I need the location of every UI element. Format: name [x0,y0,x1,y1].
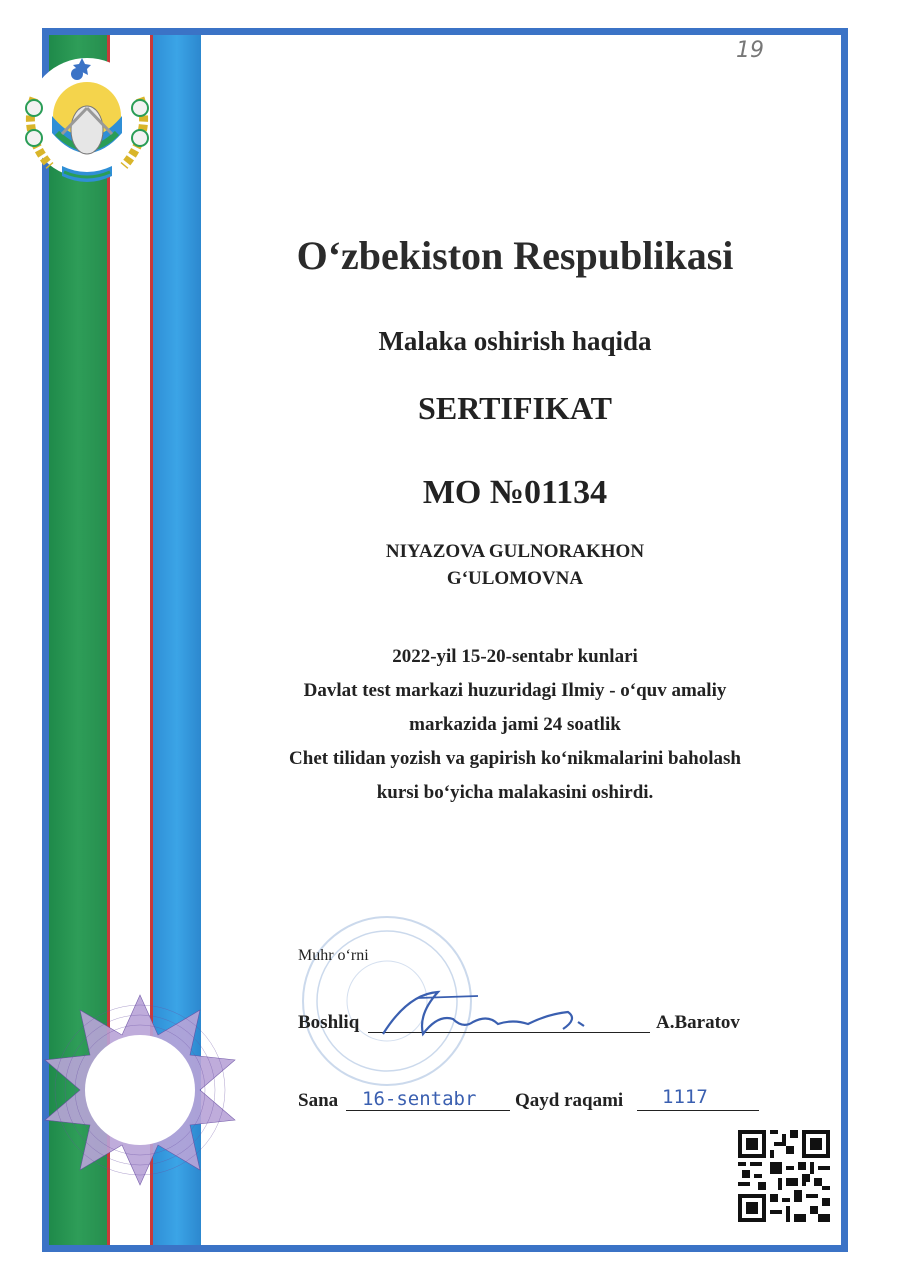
certificate-body [170,640,860,810]
certificate-number: MO №01134 [422,474,608,511]
date-label: Sana [298,1090,339,1111]
registration-value: 1117 [662,1086,708,1108]
head-name: A.Baratov [656,1012,740,1033]
body-line: 2022-yil 15-20-sentabr kunlari [392,646,638,667]
holder-name-line: NIYAZOVA GULNORAKHON [385,541,645,562]
body-line: markazida jami 24 soatlik [409,714,621,735]
date-underline [346,1110,510,1111]
country-title: O‘zbekiston Respublikasi [296,233,734,278]
body-line: Chet tilidan yozish va gapirish ko‘nikmalarini baholash [289,748,741,769]
registration-underline [637,1110,759,1111]
state-emblem-icon [12,38,162,188]
certificate-subtitle: Malaka oshirish haqida [378,326,652,356]
holder-name-line: G‘ULOMOVNA [446,568,584,589]
registration-label: Qayd raqami [515,1090,624,1111]
page-number-mark: 19 [736,38,764,63]
holder-name [170,538,860,592]
body-line: kursi bo‘yicha malakasini oshirdi. [376,782,654,803]
body-line: Davlat test markazi huzuridagi Ilmiy - o‘quv amaliy [303,680,727,701]
seal-label: Muhr o‘rni [298,947,369,964]
qr-code-icon [738,1130,830,1222]
head-label: Boshliq [298,1012,360,1033]
handwritten-signature-icon [378,984,598,1044]
date-value: 16-sentabr [362,1088,477,1110]
decorative-rosette-icon [40,990,240,1190]
document-type: SERTIFIKAT [418,390,612,426]
